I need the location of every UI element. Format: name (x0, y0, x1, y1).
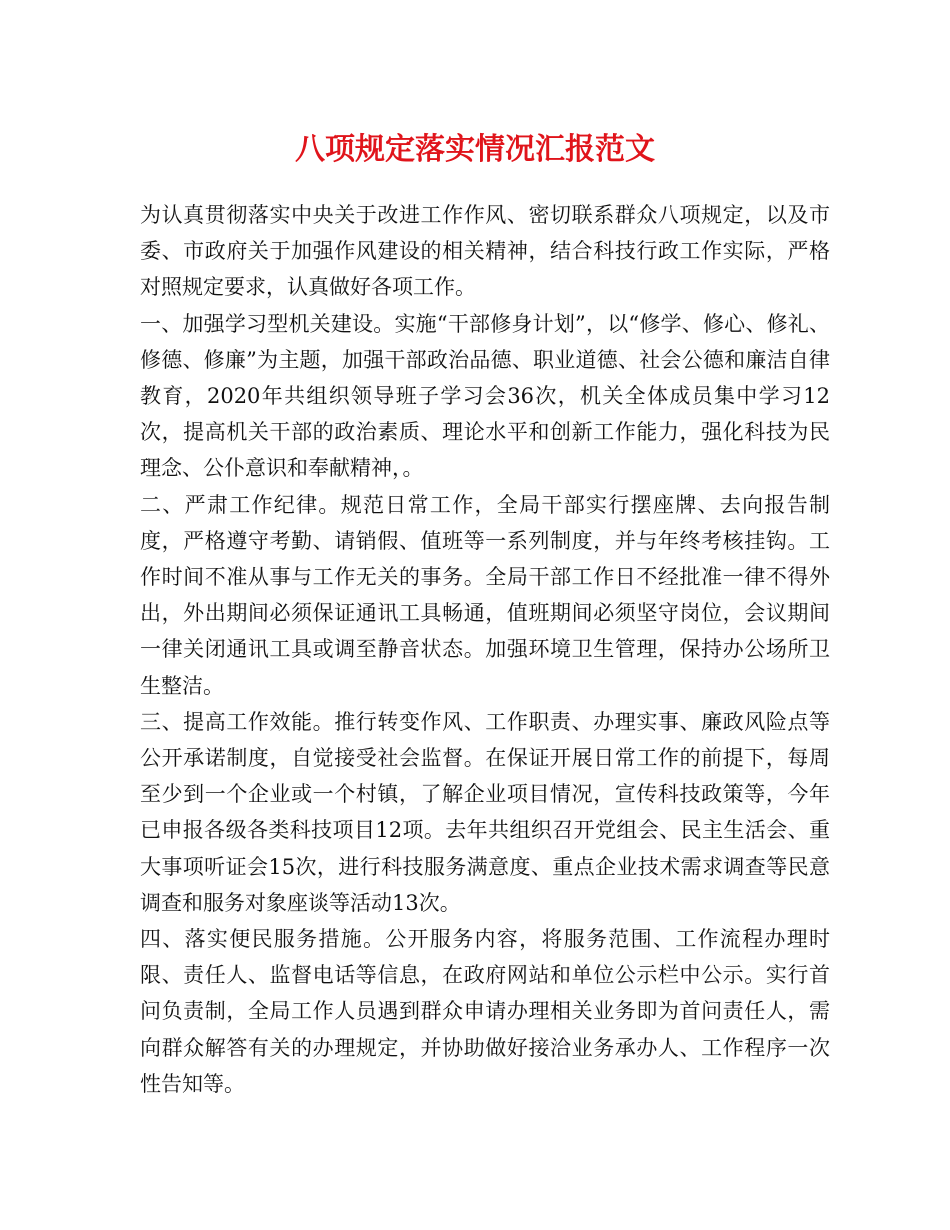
document-title: 八项规定落实情况汇报范文 (295, 132, 655, 167)
paragraph-section-4: 四、落实便民服务措施。公开服务内容，将服务范围、工作流程办理时限、责任人、监督电话等信息，在政府网站和单位公示栏中公示。实行首问负责制，全局工作人员遇到群众申请办理相关业务即为首问责任人，需向群众解答有关的办理规定，并协助做好接洽业务承办人、工作程序一次性告知等。 (140, 927, 830, 1096)
paragraph-section-3: 三、提高工作效能。推行转变作风、工作职责、办理实事、廉政风险点等公开承诺制度，自觉接受社会监督。在保证开展日常工作的前提下，每周至少到一个企业或一个村镇，了解企业项目情况，宣传科技政策等，今年已申报各级各类科技项目12项。去年共组织召开党组会、民主生活会、重大事项听证会15次，进行科技服务满意度、重点企业技术需求调查等民意调查和服务对象座谈等活动13次。 (140, 709, 830, 915)
paragraph-section-2: 二、严肃工作纪律。规范日常工作，全局干部实行摆座牌、去向报告制度，严格遵守考勤、请销假、值班等一系列制度，并与年终考核挂钩。工作时间不准从事与工作无关的事务。全局干部工作日不经批准一律不得外出，外出期间必须保证通讯工具畅通，值班期间必须坚守岗位，会议期间一律关闭通讯工具或调至静音状态。加强环境卫生管理，保持办公场所卫生整洁。 (140, 492, 830, 698)
paragraph-section-1: 一、加强学习型机关建设。实施“干部修身计划”，以“修学、修心、修礼、修德、修廉”为主题，加强干部政治品德、职业道德、社会公德和廉洁自律教育，2020年共组织领导班子学习会36次，机关全体成员集中学习12次，提高机关干部的政治素质、理论水平和创新工作能力，强化科技为民理念、公仆意识和奉献精神，。 (140, 311, 830, 481)
paragraph-intro: 为认真贯彻落实中央关于改进工作作风、密切联系群众八项规定，以及市委、市政府关于加强作风建设的相关精神，结合科技行政工作实际，严格对照规定要求，认真做好各项工作。 (140, 203, 830, 300)
document-body (140, 197, 830, 1102)
